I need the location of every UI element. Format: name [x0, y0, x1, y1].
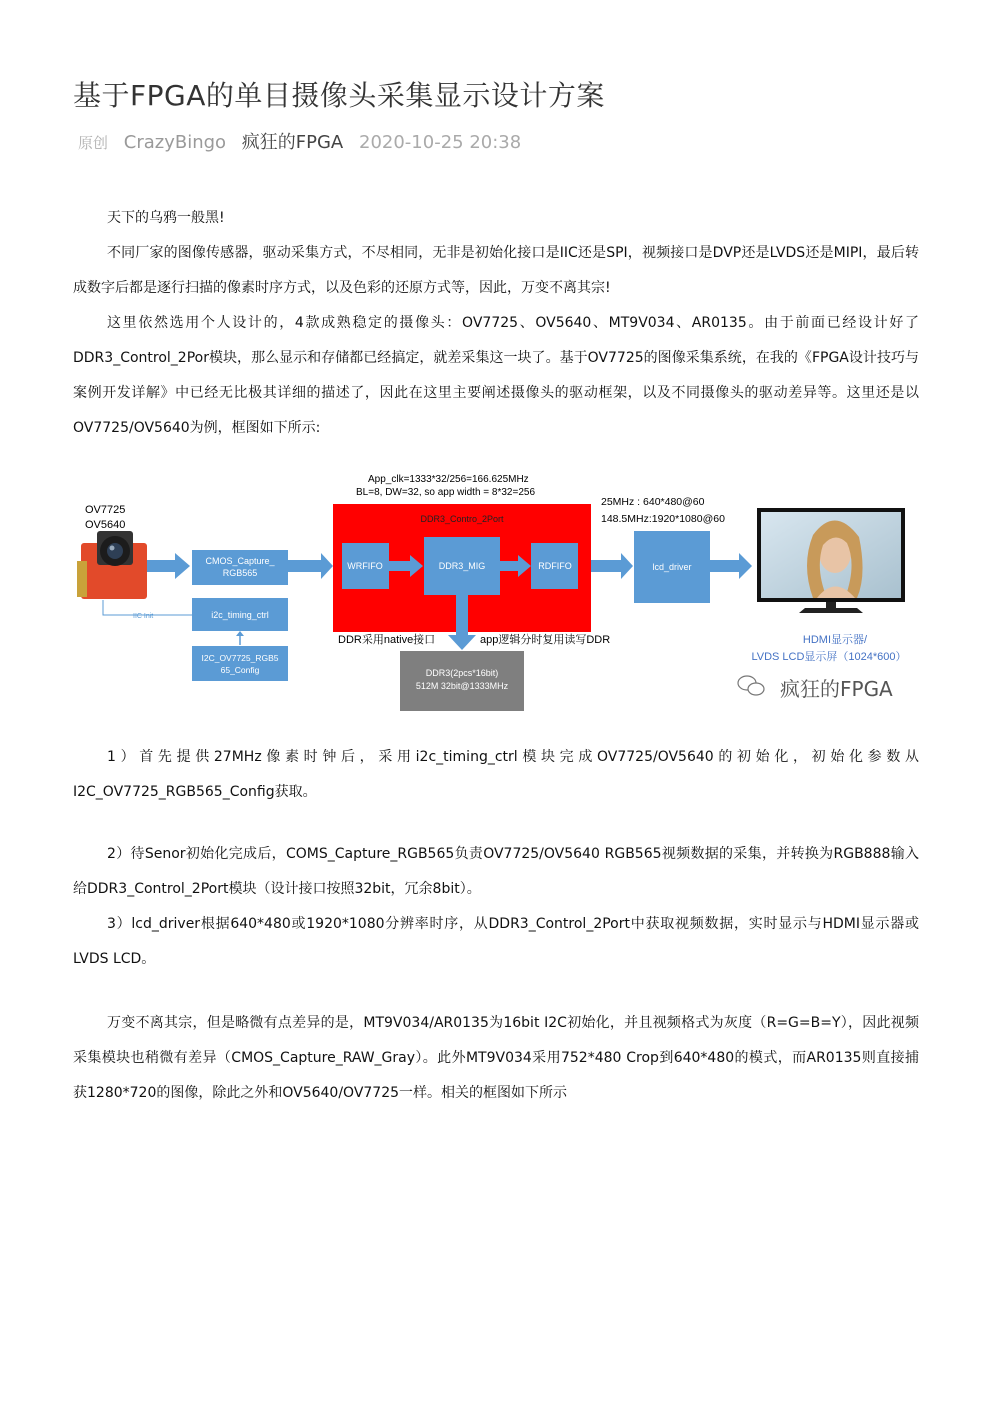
ddr3-mig-label: DDR3_MIG	[438, 561, 486, 571]
app-logic-note: app逻辑分时复用读写DDR	[480, 634, 611, 646]
step-1-text	[73, 740, 919, 810]
publish-date: 2020-10-25 20:38	[359, 132, 522, 153]
app-clk-note: App_clk=1333*32/256=166.625MHz	[368, 474, 529, 485]
wrfifo-label: WRFIFO	[347, 561, 383, 571]
i2c-config-line1: I2C_OV7725_RGB5	[201, 653, 279, 663]
watermark-text: 疯狂的FPGA	[780, 677, 893, 701]
closing-paragraph: 万变不离其宗，但是略微有点差异的是，MT9V034/AR0135为16bit I2C初始化，并且视频格式为灰度（R=G=B=Y），因此视频采集模块也稍微有差异（CMOS_Capture_RAW_Gray）。此外MT9V034采用752*480 Crop到640*480的模式，而AR0135则直接捕获1280*720的图像，除此之外和OV5640/OV7725一样。相关的框图如下所示	[73, 1015, 919, 1101]
step-2: 2）待Senor初始化完成后，COMS_Capture_RGB565负责OV7725/OV5640 RGB565视频数据的采集，并转换为RGB888输入给DDR3_Control_2Port模块（设计接口按照32bit，冗余8bit）。	[73, 846, 919, 897]
cmos-capture-line1: CMOS_Capture_	[205, 556, 275, 566]
lcd-driver-label: lcd_driver	[652, 562, 692, 572]
arrow-camera-to-capture	[147, 553, 190, 579]
wechat-icon	[738, 676, 764, 695]
camera-label-1: OV7725	[85, 504, 126, 516]
ddr3-chip-line2: 512M 32bit@1333MHz	[415, 681, 509, 691]
clk-148-note: 148.5MHz:1920*1080@60	[601, 513, 725, 525]
author-name[interactable]: CrazyBingo	[123, 132, 227, 153]
monitor-icon	[757, 508, 905, 613]
iic-init-line	[103, 600, 192, 620]
article-title: 基于FPGA的单目摄像头采集显示设计方案	[73, 79, 605, 112]
clk-25-note: 25MHz : 640*480@60	[601, 496, 705, 508]
arrow-ddr-to-lcd	[591, 553, 633, 579]
article-meta	[78, 128, 531, 154]
bl-dw-note: BL=8, DW=32, so app width = 8*32=256	[356, 487, 536, 498]
display-label-line1: HDMI显示器/	[802, 634, 868, 646]
step-2-3-text	[73, 837, 919, 977]
step-3: 3）lcd_driver根据640*480或1920*1080分辨率时序，从DDR3_Control_2Port中获取视频数据，实时显示与HDMI显示器或LVDS LCD。	[73, 916, 919, 967]
intro-text	[73, 201, 919, 446]
iic-init-label: IIC Init	[133, 613, 154, 620]
arrow-capture-to-ddr	[288, 553, 333, 579]
ddr-native-note: DDR采用native接口	[338, 634, 436, 646]
intro-paragraph-2: 不同厂家的图像传感器，驱动采集方式，不尽相同，无非是初始化接口是IIC还是SPI，视频接口是DVP还是LVDS还是MIPI，最后转成数字后都是逐行扫描的像素时序方式，以及色彩的还原方式等，因此，万变不离其宗!	[73, 245, 919, 296]
i2c-timing-label: i2c_timing_ctrl	[211, 610, 269, 620]
rdfifo-label: RDFIFO	[538, 561, 572, 571]
camera-module-icon	[77, 531, 147, 599]
camera-label-2: OV5640	[85, 519, 126, 531]
original-label: 原创	[78, 134, 109, 152]
cmos-capture-line2: RGB565	[222, 568, 258, 578]
display-label-line2: LVDS LCD显示屏（1024*600）	[751, 651, 907, 663]
ddr3-control-label: DDR3_Contro_2Port	[420, 514, 504, 524]
step-1: 1）首先提供27MHz像素时钟后，采用i2c_timing_ctrl模块完成OV7725/OV5640的初始化，初始化参数从I2C_OV7725_RGB565_Config获取。	[73, 749, 919, 800]
arrow-lcd-to-display	[710, 553, 752, 579]
ddr3-chip-line1: DDR3(2pcs*16bit)	[425, 668, 499, 678]
intro-paragraph-3: 这里依然选用个人设计的，4款成熟稳定的摄像头：OV7725、OV5640、MT9V034、AR0135。由于前面已经设计好了DDR3_Control_2Por模块，那么显示和存储都已经搞定，就差采集这一块了。基于OV7725的图像采集系统，在我的《FPGA设计技巧与案例开发详解》中已经无比极其详细的描述了，因此在这里主要阐述摄像头的驱动框架，以及不同摄像头的驱动差异等。这里还是以OV7725/OV5640为例，框图如下所示:	[73, 315, 919, 436]
account-name[interactable]: 疯狂的FPGA	[241, 132, 344, 153]
intro-paragraph-1: 天下的乌鸦一般黑!	[107, 210, 225, 226]
i2c-config-line2: 65_Config	[220, 665, 260, 675]
i2c-config-block	[192, 646, 288, 681]
closing-text	[73, 1006, 919, 1111]
